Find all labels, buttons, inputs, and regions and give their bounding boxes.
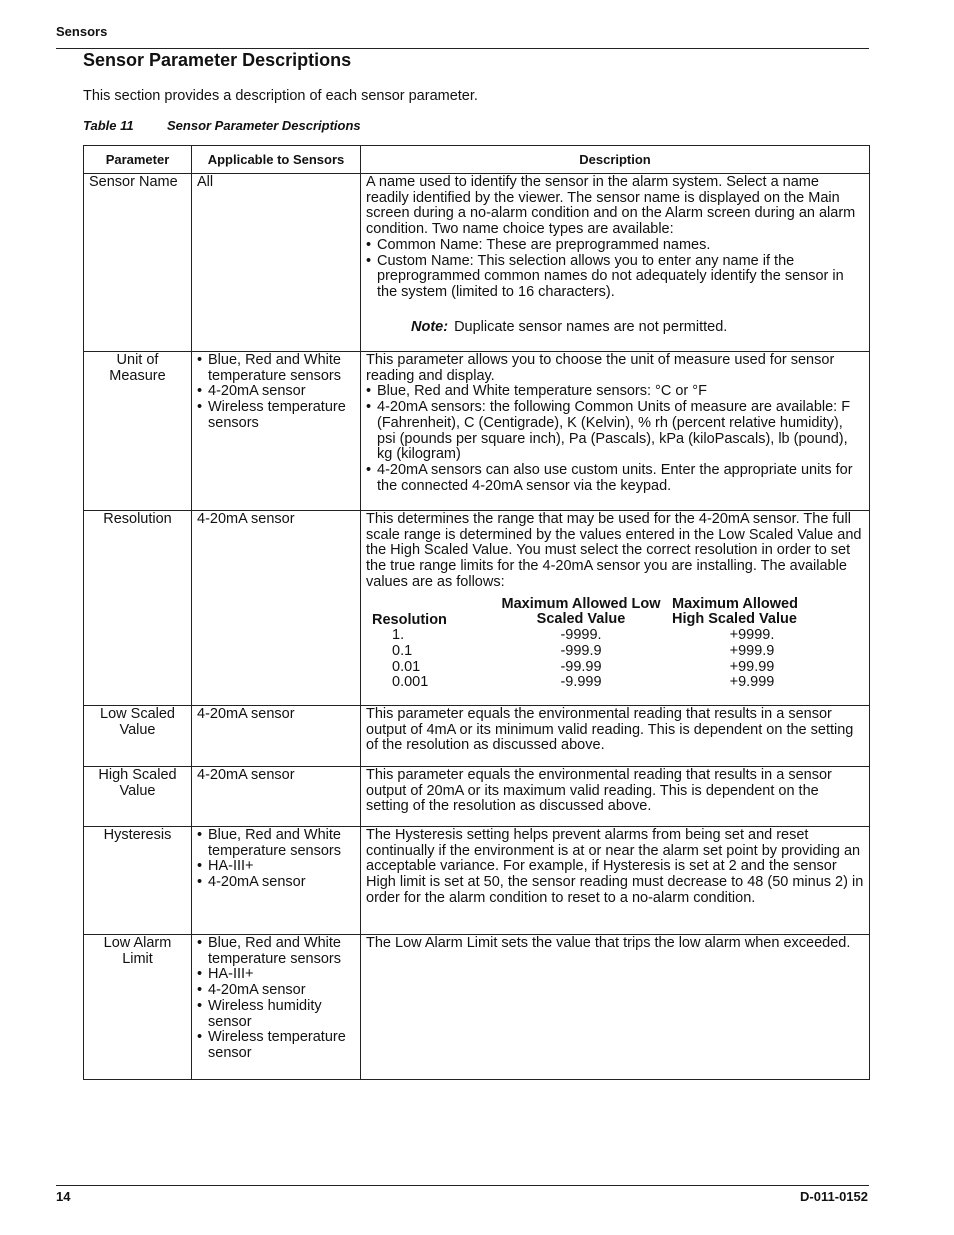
description-bullets bbox=[366, 238, 864, 301]
sensor-item: 4-20mA sensor bbox=[197, 767, 295, 783]
sensor-item: • Wireless temperature sensor bbox=[197, 1030, 355, 1061]
sensor-item: All bbox=[197, 174, 214, 190]
resolution-value: 1. bbox=[392, 627, 405, 644]
footer-rule bbox=[56, 1185, 869, 1186]
resolution-row bbox=[366, 675, 864, 691]
table-row bbox=[84, 174, 870, 352]
parameter-table bbox=[83, 145, 870, 1080]
parameter-cell: Hysteresis bbox=[84, 827, 192, 935]
note-text: Duplicate sensor names are not permitted. bbox=[454, 318, 728, 335]
parameter-cell: Sensor Name bbox=[84, 174, 192, 352]
table-caption-title: Sensor Parameter Descriptions bbox=[167, 118, 361, 133]
running-header-section: Sensors bbox=[56, 24, 108, 39]
sensors-cell bbox=[192, 827, 361, 935]
parameter-cell: Low Scaled Value bbox=[84, 706, 192, 767]
description-cell bbox=[361, 511, 870, 706]
description-cell bbox=[361, 174, 870, 352]
description-bullet: • 4-20mA sensors: the following Common Units of measure are available: F (Fahrenheit), C (Centigrade), K (Kelvin), % rh (percent relative humidity), psi (pounds per square inch), Pa (Pascals), kPa (kiloPascals), lb (pound), kg (kilogram) bbox=[366, 400, 864, 463]
parameter-cell: Low Alarm Limit bbox=[84, 935, 192, 1080]
sensor-item: • Blue, Red and White temperature sensors bbox=[197, 828, 355, 859]
table-row bbox=[84, 767, 870, 827]
description-text: This parameter equals the environmental reading that results in a sensor output of 4mA or its minimum valid reading. This is dependent on the setting of the resolution as discussed above. bbox=[366, 706, 854, 754]
sensor-list bbox=[197, 353, 355, 432]
sensor-item: • 4-20mA sensor bbox=[197, 384, 355, 400]
resolution-row bbox=[366, 644, 864, 660]
low-scaled-value: -9999. bbox=[560, 627, 602, 644]
sensor-item: 4-20mA sensor bbox=[197, 706, 295, 722]
column-header-description: Description bbox=[361, 146, 870, 174]
sensors-cell bbox=[192, 767, 361, 827]
page-number: 14 bbox=[56, 1189, 71, 1204]
description-text: This parameter allows you to choose the unit of measure used for sensor reading and display. bbox=[366, 352, 835, 384]
table-header-row bbox=[84, 146, 870, 174]
sensor-item: • Wireless humidity sensor bbox=[197, 999, 355, 1030]
description-bullet: • Common Name: These are preprogrammed names. bbox=[366, 238, 864, 254]
description-cell bbox=[361, 827, 870, 935]
description-cell bbox=[361, 352, 870, 511]
sensors-cell bbox=[192, 706, 361, 767]
description-text: A name used to identify the sensor in the alarm system. Select a name readily identified by the viewer. The sensor name is displayed on the Main screen during a no-alarm condition and on the Alarm screen during an alarm condition. Two name choice types are available: bbox=[366, 174, 856, 238]
description-bullets bbox=[366, 384, 864, 494]
table-row bbox=[84, 352, 870, 511]
sensor-item: • 4-20mA sensor bbox=[197, 983, 355, 999]
sensor-item: • HA-III+ bbox=[197, 967, 355, 983]
column-header-sensors: Applicable to Sensors bbox=[192, 146, 361, 174]
sensors-cell bbox=[192, 935, 361, 1080]
table-caption bbox=[83, 118, 361, 133]
column-header-parameter: Parameter bbox=[84, 146, 192, 174]
page-title: Sensor Parameter Descriptions bbox=[83, 50, 352, 70]
sensors-cell bbox=[192, 511, 361, 706]
high-scaled-value: +999.9 bbox=[729, 642, 775, 659]
sensor-list bbox=[197, 936, 355, 1062]
description-bullet: • Blue, Red and White temperature sensors: °C or °F bbox=[366, 384, 864, 400]
resolution-row bbox=[366, 660, 864, 676]
sensor-item: • Wireless temperature sensors bbox=[197, 400, 355, 431]
table-row bbox=[84, 935, 870, 1080]
description-cell bbox=[361, 767, 870, 827]
sensor-list bbox=[197, 828, 355, 891]
sensor-item: • Blue, Red and White temperature sensors bbox=[197, 936, 355, 967]
low-scaled-header: Maximum Allowed Low Scaled Value bbox=[501, 595, 661, 628]
parameter-cell: Resolution bbox=[84, 511, 192, 706]
description-text: This determines the range that may be used for the 4-20mA sensor. The full scale range is determined by the values entered in the Low Scaled Value and the High Scaled Value. You must select the correct resolution in order to set the true range limits for the 4-20mA sensor you are installing. The available values are as follows: bbox=[366, 511, 862, 590]
resolution-value: 0.01 bbox=[392, 658, 421, 675]
sensor-item: • HA-III+ bbox=[197, 859, 355, 875]
sensors-cell bbox=[192, 174, 361, 352]
table-row bbox=[84, 511, 870, 706]
low-scaled-value: -99.99 bbox=[560, 658, 602, 675]
low-scaled-value: -9.999 bbox=[560, 674, 602, 691]
low-scaled-value: -999.9 bbox=[560, 642, 602, 659]
parameter-cell: Unit of Measure bbox=[84, 352, 192, 511]
description-bullet: • 4-20mA sensors can also use custom units. Enter the appropriate units for the connected 4-20mA sensor via the keypad. bbox=[366, 463, 864, 494]
sensor-item: 4-20mA sensor bbox=[197, 511, 295, 527]
note bbox=[411, 320, 864, 336]
description-cell bbox=[361, 706, 870, 767]
header-rule bbox=[56, 48, 869, 49]
resolution-table bbox=[366, 597, 864, 692]
high-scaled-value: +9.999 bbox=[729, 674, 775, 691]
table-caption-number: Table 11 bbox=[83, 118, 134, 133]
high-scaled-value: +9999. bbox=[729, 627, 775, 644]
resolution-header-row bbox=[366, 597, 864, 629]
sensors-cell bbox=[192, 352, 361, 511]
description-text: The Hysteresis setting helps prevent alarms from being set and reset continually if the environment is at or near the alarm set point by providing an acceptable variance. For example, if Hysteresis is set at 2 and the sensor High limit is set at 50, the sensor reading must decrease to 48 (50 minus 2) in order for the alarm condition to reset to a no-alarm condition. bbox=[366, 827, 864, 906]
resolution-value: 0.001 bbox=[392, 674, 429, 691]
table-row bbox=[84, 827, 870, 935]
description-text: The Low Alarm Limit sets the value that trips the low alarm when exceeded. bbox=[366, 935, 851, 951]
note-label: Note: bbox=[411, 318, 449, 335]
intro-paragraph: This section provides a description of each sensor parameter. bbox=[83, 88, 478, 104]
resolution-row bbox=[366, 628, 864, 644]
description-bullet: • Custom Name: This selection allows you to enter any name if the preprogrammed common names do not adequately identify the sensor in the system (limited to 16 characters). bbox=[366, 254, 864, 301]
high-scaled-value: +99.99 bbox=[729, 658, 775, 675]
parameter-cell: High Scaled Value bbox=[84, 767, 192, 827]
table-row bbox=[84, 706, 870, 767]
resolution-value: 0.1 bbox=[392, 642, 413, 659]
sensor-item: • Blue, Red and White temperature sensors bbox=[197, 353, 355, 384]
description-text: This parameter equals the environmental reading that results in a sensor output of 20mA or its maximum valid reading. This is dependent on the setting of the resolution as discussed above. bbox=[366, 767, 832, 815]
sensor-item: • 4-20mA sensor bbox=[197, 875, 355, 891]
document-id: D-011-0152 bbox=[800, 1189, 868, 1204]
description-cell bbox=[361, 935, 870, 1080]
high-scaled-header: Maximum Allowed High Scaled Value bbox=[672, 595, 798, 628]
resolution-header: Resolution bbox=[372, 611, 447, 628]
